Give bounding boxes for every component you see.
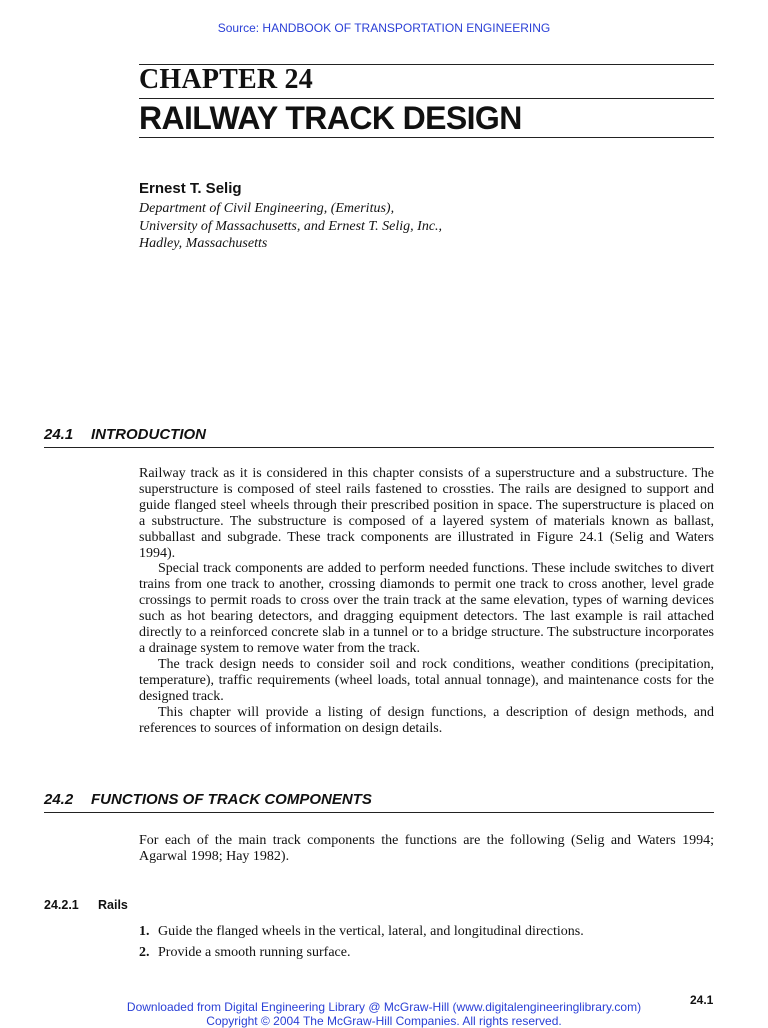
list-item-number: 2. [139, 945, 150, 960]
author-affiliation-line: Department of Civil Engineering, (Emeritus), [139, 201, 395, 216]
paragraph: This chapter will provide a listing of design functions, a description of design methods, and references to sources of information on design details. [139, 704, 714, 736]
section-number: 24.2 [44, 791, 74, 808]
page-number: 24.1 [690, 993, 714, 1007]
section-title: FUNCTIONS OF TRACK COMPONENTS [91, 791, 372, 808]
list-item-text: Provide a smooth running surface. [158, 945, 351, 960]
chapter-number: CHAPTER 24 [139, 64, 313, 95]
section-rule [44, 812, 714, 813]
paragraph: Special track components are added to perform needed functions. These include switches to divert trains from one track to another, crossing diamonds to permit one track to cross another, level grade crossings to permit roads to cross over the train track at the same elevation, types of warning devices such as hot bearing detectors, and dragging equipment detectors. The last example is rail attached directly to a reinforced concrete slab in a tunnel or to a bridge structure. The substructure incorporates a drainage system to remove water from the track. [139, 561, 714, 656]
subsection-heading-rails [44, 898, 128, 912]
functions-body [139, 833, 714, 865]
subsection-title: Rails [98, 898, 128, 912]
subsection-number: 24.2.1 [44, 898, 79, 912]
author-name: Ernest T. Selig [139, 180, 242, 197]
list-item-text: Guide the flanged wheels in the vertical, lateral, and longitudinal directions. [158, 924, 584, 939]
chapter-title: RAILWAY TRACK DESIGN [139, 100, 522, 136]
footer-copyright[interactable]: Copyright © 2004 The McGraw-Hill Companies. All rights reserved. [206, 1014, 562, 1028]
footer-download-link[interactable]: Downloaded from Digital Engineering Library @ McGraw-Hill (www.digitalengineeringlibrary.com) [126, 1000, 642, 1014]
list-item-number: 1. [139, 924, 150, 939]
chapter-mid-rule [139, 98, 714, 99]
list-item [139, 924, 584, 940]
section-rule [44, 447, 714, 448]
chapter-bottom-rule [139, 137, 714, 138]
section-number: 24.1 [44, 426, 74, 443]
section-heading-functions [44, 791, 372, 808]
list-item [139, 945, 350, 961]
author-affiliation-line: University of Massachusetts, and Ernest T. Selig, Inc., [139, 219, 443, 234]
introduction-body [139, 466, 714, 736]
section-heading-introduction [44, 426, 206, 443]
section-title: INTRODUCTION [91, 426, 206, 443]
source-link[interactable]: Source: HANDBOOK OF TRANSPORTATION ENGINEERING [217, 21, 551, 35]
paragraph: Railway track as it is considered in this chapter consists of a superstructure and a substructure. The superstructure is composed of steel rails fastened to crossties. The rails are designed to support and guide flanged steel wheels through their prescribed position in space. The superstructure is placed on a substructure. The substructure is composed of a layered system of materials known as ballast, subballast and subgrade. These track components are illustrated in Figure 24.1 (Selig and Waters 1994). [139, 466, 714, 561]
author-affiliation-line: Hadley, Massachusetts [139, 236, 268, 251]
paragraph: For each of the main track components the functions are the following (Selig and Waters 1994; Agarwal 1998; Hay 1982). [139, 833, 714, 864]
paragraph: The track design needs to consider soil and rock conditions, weather conditions (precipitation, temperature), traffic requirements (wheel loads, total annual tonnage), and maintenance costs for the designed track. [139, 656, 714, 704]
